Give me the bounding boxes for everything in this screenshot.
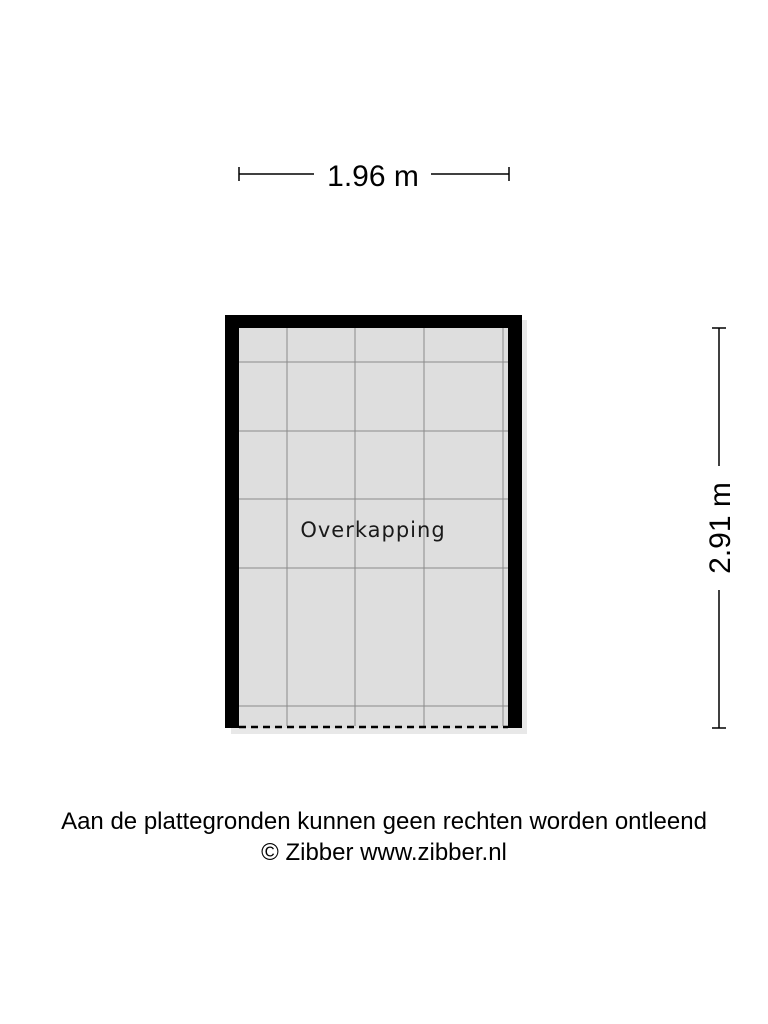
room-overkapping bbox=[225, 315, 527, 734]
height-dimension bbox=[704, 328, 737, 728]
wall-top bbox=[225, 315, 522, 328]
wall-left bbox=[225, 315, 239, 728]
disclaimer-text: Aan de plattegronden kunnen geen rechten worden ontleend bbox=[61, 808, 707, 835]
width-dimension bbox=[239, 160, 509, 193]
width-dimension-label: 1.96 m bbox=[327, 160, 419, 193]
room-label: Overkapping bbox=[300, 518, 446, 542]
height-dimension-label: 2.91 m bbox=[704, 482, 737, 574]
copyright-text: © Zibber www.zibber.nl bbox=[261, 839, 507, 866]
wall-right bbox=[508, 315, 522, 728]
